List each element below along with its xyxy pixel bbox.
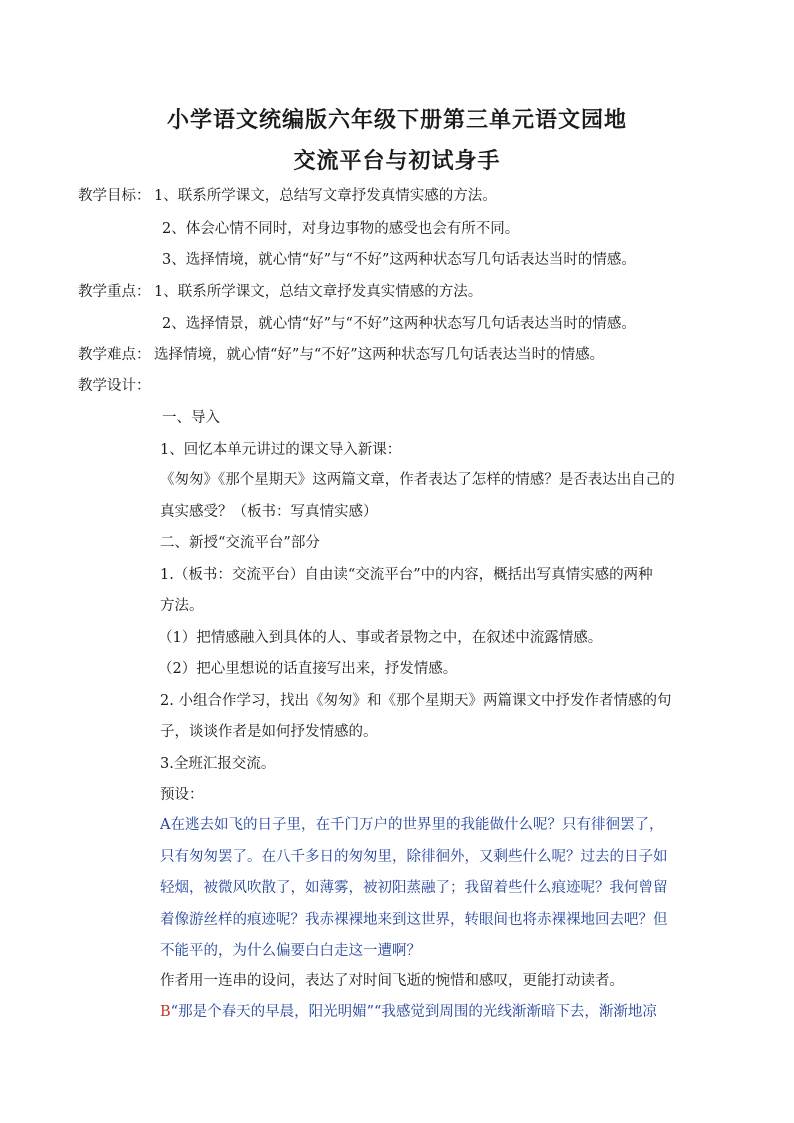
design-line: 方法。 xyxy=(160,598,204,614)
design-line: （1）把情感融入到具体的人、事或者景物之中，在叙述中流露情感。 xyxy=(158,630,603,646)
quote-a-line xyxy=(160,815,663,835)
difficulty-label: 教学难点： xyxy=(78,347,151,363)
design-line: 《匆匆》《那个星期天》这两篇文章，作者表达了怎样的情感？是否表达出自己的 xyxy=(160,472,675,488)
design-line: 预设： xyxy=(160,787,204,803)
objective-item: 1、联系所学课文，总结写文章抒发真情实感的方法。 xyxy=(154,188,497,204)
quote-b-line xyxy=(160,1002,657,1022)
design-line: 1.（板书：交流平台）自由读“交流平台”中的内容，概括出写真情实感的两种 xyxy=(160,567,653,583)
document-title: 小学语文统编版六年级下册第三单元语文园地 xyxy=(166,107,627,133)
quote-b-text: “那是个春天的早晨，阳光明媚”“我感觉到周围的光线渐渐暗下去，渐渐地凉 xyxy=(170,1004,657,1020)
design-line: 二、新授“交流平台”部分 xyxy=(160,535,320,551)
quote-b-marker: B xyxy=(160,1004,171,1020)
document-subtitle: 交流平台与初试身手 xyxy=(293,148,501,174)
objective-item: 3、选择情境，就心情“好”与“不好”这两种状态写几句话表达当时的情感。 xyxy=(162,252,636,268)
quote-a-summary: 作者用一连串的设问，表达了对时间飞逝的惋惜和感叹，更能打动读者。 xyxy=(160,973,624,989)
design-line: （2）把心里想说的话直接写出来，抒发情感。 xyxy=(158,661,458,677)
design-line: 一、导入 xyxy=(162,410,220,426)
quote-a-line: 着像游丝样的痕迹呢？我赤裸裸地来到这世界，转眼间也将赤裸裸地回去吧？但 xyxy=(160,912,668,928)
quote-a-line: 不能平的，为什么偏要白白走这一遭啊？ xyxy=(160,943,421,959)
quote-a-marker: A xyxy=(160,817,171,833)
objectives-label: 教学目标： xyxy=(78,188,151,204)
difficulty-text: 选择情境，就心情“好”与“不好”这两种状态写几句话表达当时的情感。 xyxy=(154,347,605,363)
design-line: 真实感受？（板书：写真情实感） xyxy=(160,504,378,520)
design-line: 1、回忆本单元讲过的课文导入新课： xyxy=(160,442,402,458)
design-line: 3.全班汇报交流。 xyxy=(160,756,276,772)
quote-a-line: 只有匆匆罢了。在八千多日的匆匆里，除徘徊外，又剩些什么呢？过去的日子如 xyxy=(160,849,668,865)
design-line: 2. 小组合作学习，找出《匆匆》和《那个星期天》两篇课文中抒发作者情感的句 xyxy=(160,693,672,709)
key-point-item: 1、联系所学课文，总结文章抒发真实情感的方法。 xyxy=(154,284,483,300)
objective-item: 2、体会心情不同时，对身边事物的感受也会有所不同。 xyxy=(162,221,520,237)
quote-a-text: 在逃去如飞的日子里，在千门万户的世界里的我能做什么呢？只有徘徊罢了， xyxy=(170,817,664,833)
key-points-label: 教学重点： xyxy=(78,284,151,300)
quote-a-line: 轻烟，被微风吹散了，如薄雾，被初阳蒸融了；我留着些什么痕迹呢？我何曾留 xyxy=(160,880,668,896)
design-label: 教学设计： xyxy=(78,378,151,394)
key-point-item: 2、选择情景，就心情“好”与“不好”这两种状态写几句话表达当时的情感。 xyxy=(162,316,636,332)
design-line: 子，谈谈作者是如何抒发情感的。 xyxy=(160,724,378,740)
